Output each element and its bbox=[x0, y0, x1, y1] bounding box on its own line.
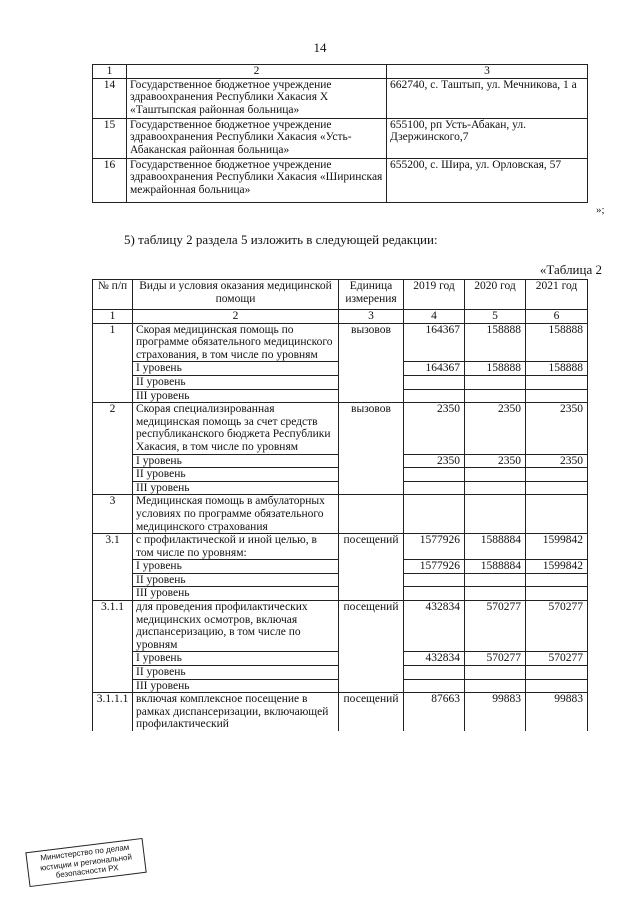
institution-name: Государственное бюджетное учреждение здравоохранения Республики Хакасия Х «Таштыпская районная больница» bbox=[127, 78, 387, 118]
row-number: 3.1.1 bbox=[93, 601, 133, 693]
value-2019: 2350 bbox=[404, 454, 465, 468]
value-2021: 1599842 bbox=[526, 560, 588, 574]
col-header-num: № п/п bbox=[93, 280, 133, 310]
col-number: 3 bbox=[339, 310, 404, 324]
col-number: 2 bbox=[133, 310, 339, 324]
row-number: 3 bbox=[93, 495, 133, 534]
level-label: III уровень bbox=[133, 587, 339, 601]
row-name: с профилактической и иной целью, в том числе по уровням: bbox=[133, 534, 339, 560]
institution-address: 662740, с. Таштып, ул. Мечникова, 1 а bbox=[387, 78, 588, 118]
row-unit: посещений bbox=[339, 601, 404, 693]
col-number: 5 bbox=[465, 310, 526, 324]
col-header-2020: 2020 год bbox=[465, 280, 526, 310]
level-label: I уровень bbox=[133, 560, 339, 574]
table-row bbox=[93, 403, 588, 454]
table-row bbox=[93, 495, 588, 534]
table-row bbox=[93, 118, 588, 158]
table-row bbox=[93, 323, 588, 362]
col-number-row bbox=[93, 310, 588, 324]
row-number: 3.1.1.1 bbox=[93, 693, 133, 731]
row-number: 1 bbox=[93, 323, 133, 403]
value-2020: 1588884 bbox=[465, 560, 526, 574]
value-2020: 570277 bbox=[465, 652, 526, 666]
value-2020: 2350 bbox=[465, 403, 526, 454]
col-number: 1 bbox=[93, 310, 133, 324]
col-header: 2 bbox=[127, 65, 387, 79]
instruction-text: 5) таблицу 2 раздела 5 изложить в следующей редакции: bbox=[124, 232, 438, 247]
row-number: 3.1 bbox=[93, 534, 133, 601]
level-label: I уровень bbox=[133, 362, 339, 376]
value-2019: 164367 bbox=[404, 323, 465, 362]
value-2020: 158888 bbox=[465, 323, 526, 362]
col-header: 3 bbox=[387, 65, 588, 79]
col-header-2019: 2019 год bbox=[404, 280, 465, 310]
value-2021: 158888 bbox=[526, 362, 588, 376]
level-label: III уровень bbox=[133, 481, 339, 495]
row-number: 14 bbox=[93, 78, 127, 118]
value-2020: 570277 bbox=[465, 601, 526, 652]
value-2021: 2350 bbox=[526, 454, 588, 468]
row-unit: вызовов bbox=[339, 323, 404, 403]
level-label: I уровень bbox=[133, 454, 339, 468]
row-number: 2 bbox=[93, 403, 133, 495]
value-2021: 99883 bbox=[526, 693, 588, 731]
value-2021: 570277 bbox=[526, 601, 588, 652]
table-header-row bbox=[93, 280, 588, 310]
value-2020: 1588884 bbox=[465, 534, 526, 560]
level-label: III уровень bbox=[133, 389, 339, 403]
col-number: 4 bbox=[404, 310, 465, 324]
level-label: II уровень bbox=[133, 468, 339, 482]
level-label: III уровень bbox=[133, 679, 339, 693]
institution-name: Государственное бюджетное учреждение здравоохранения Республики Хакасия «Ширинская межрайонная больница» bbox=[127, 158, 387, 202]
table-row bbox=[93, 601, 588, 652]
table-row bbox=[93, 78, 588, 118]
row-number: 15 bbox=[93, 118, 127, 158]
col-header-type: Виды и условия оказания медицинской помощи bbox=[133, 280, 339, 310]
value-2021: 158888 bbox=[526, 323, 588, 362]
closing-mark: »; bbox=[596, 204, 605, 216]
value-2019: 2350 bbox=[404, 403, 465, 454]
row-name: для проведения профилактических медицинских осмотров, включая диспансеризацию, в том числе по уровням bbox=[133, 601, 339, 652]
value-2019: 1577926 bbox=[404, 534, 465, 560]
row-name: Скорая специализированная медицинская помощь за счет средств республиканского бюджета Республики Хакасия, в том числе по уровням bbox=[133, 403, 339, 454]
value-2021: 570277 bbox=[526, 652, 588, 666]
table-row bbox=[93, 534, 588, 560]
row-number: 16 bbox=[93, 158, 127, 202]
row-name: включая комплексное посещение в рамках диспансеризации, включающей профилактический bbox=[133, 693, 339, 731]
row-name: Медицинская помощь в амбулаторных условиях по программе обязательного медицинского страхования bbox=[133, 495, 339, 534]
row-name: Скорая медицинская помощь по программе обязательного медицинского страхования, в том числе по уровням bbox=[133, 323, 339, 362]
ministry-stamp: Министерство по делам юстиции и региональной безопасности РХ bbox=[25, 838, 146, 887]
level-label: II уровень bbox=[133, 666, 339, 680]
value-2019: 87663 bbox=[404, 693, 465, 731]
institution-address: 655100, рп Усть-Абакан, ул. Дзержинского,7 bbox=[387, 118, 588, 158]
medical-care-volumes-table bbox=[92, 279, 588, 731]
value-2019: 432834 bbox=[404, 601, 465, 652]
table-caption: «Таблица 2 bbox=[539, 262, 602, 277]
col-header-unit: Единица измерения bbox=[339, 280, 404, 310]
level-label: I уровень bbox=[133, 652, 339, 666]
value-2019: 432834 bbox=[404, 652, 465, 666]
institutions-table bbox=[92, 64, 588, 203]
level-label: II уровень bbox=[133, 375, 339, 389]
col-header: 1 bbox=[93, 65, 127, 79]
row-unit: вызовов bbox=[339, 403, 404, 495]
table-header-row bbox=[93, 65, 588, 79]
table-row bbox=[93, 693, 588, 731]
table-row bbox=[93, 158, 588, 202]
row-unit: посещений bbox=[339, 534, 404, 601]
col-number: 6 bbox=[526, 310, 588, 324]
value-2021: 2350 bbox=[526, 403, 588, 454]
col-header-2021: 2021 год bbox=[526, 280, 588, 310]
value-2020: 158888 bbox=[465, 362, 526, 376]
value-2020: 99883 bbox=[465, 693, 526, 731]
value-2019: 1577926 bbox=[404, 560, 465, 574]
value-2019: 164367 bbox=[404, 362, 465, 376]
value-2021: 1599842 bbox=[526, 534, 588, 560]
value-2020: 2350 bbox=[465, 454, 526, 468]
row-unit: посещений bbox=[339, 693, 404, 731]
institution-name: Государственное бюджетное учреждение здравоохранения Республики Хакасия «Усть-Абаканская районная больница» bbox=[127, 118, 387, 158]
page-number: 14 bbox=[313, 40, 327, 55]
level-label: II уровень bbox=[133, 573, 339, 587]
institution-address: 655200, с. Шира, ул. Орловская, 57 bbox=[387, 158, 588, 202]
